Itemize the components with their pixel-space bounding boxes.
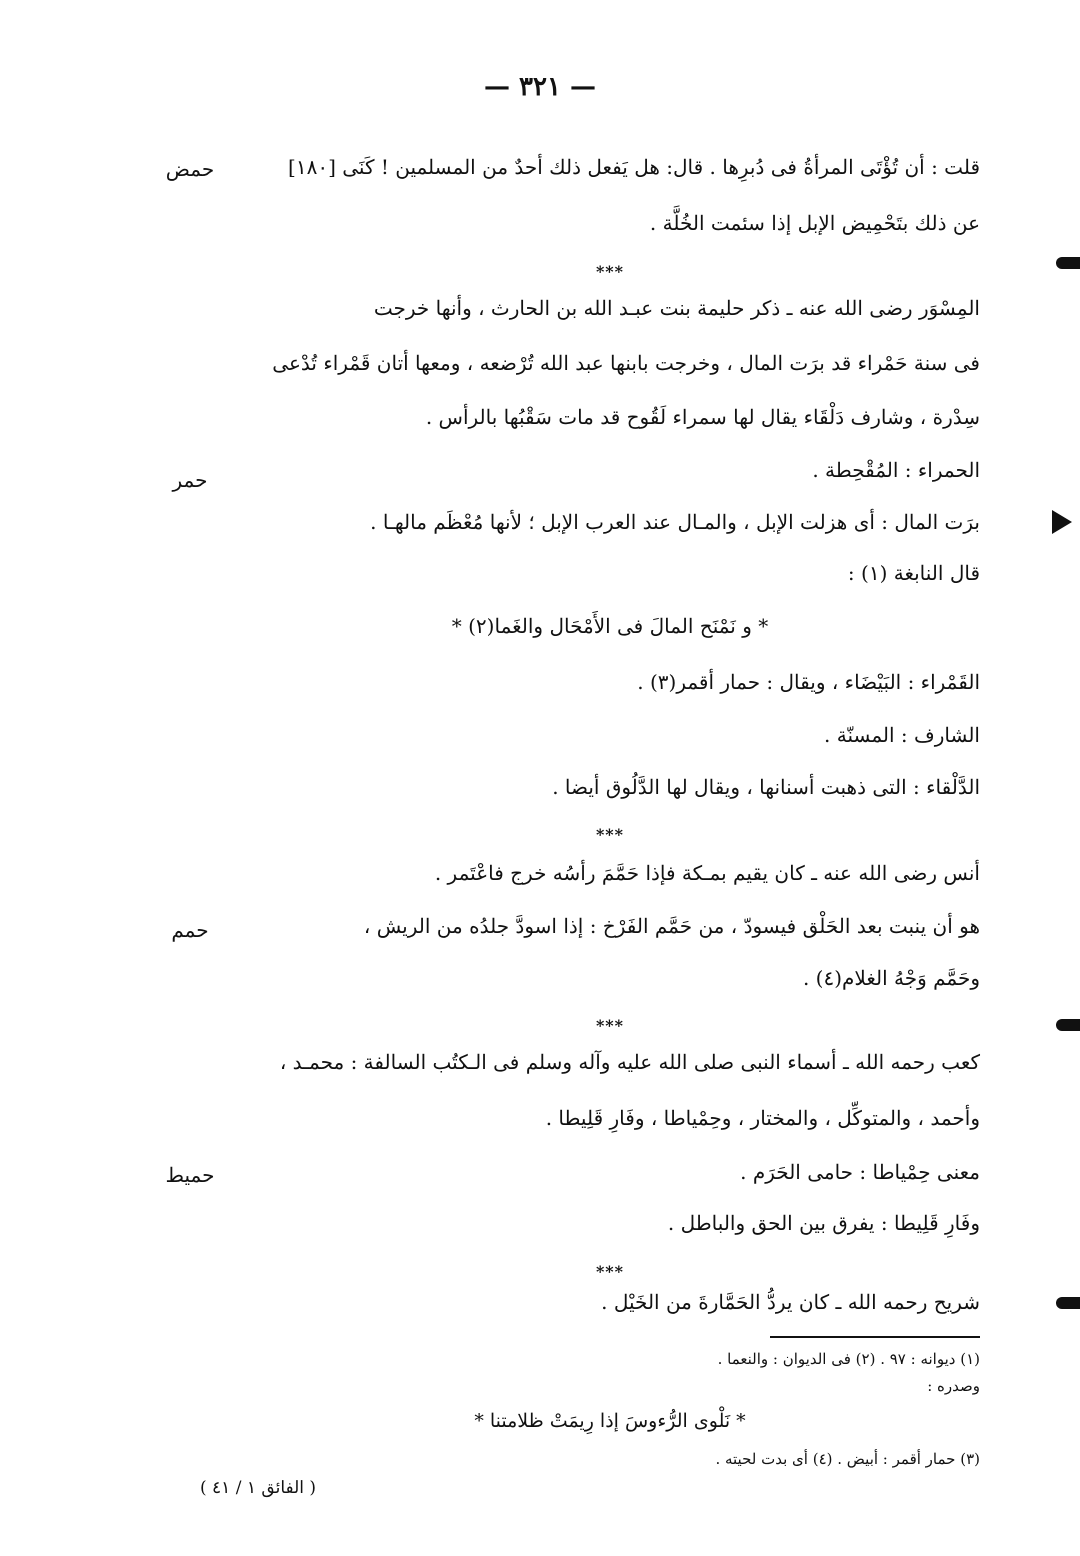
footnote-divider	[770, 1336, 980, 1338]
text-line: الدَّلْقاء : التى ذهبت أسنانها ، ويقال لها الدَّلُوق أيضا .	[552, 775, 980, 799]
text-line: كعب رحمه الله ـ أسماء النبى صلى الله عليه وآله وسلم فى الـكتُب السالفة : محمـد ،	[279, 1050, 980, 1074]
margin-mark	[1052, 510, 1072, 534]
margin-note-hmm: حمم	[171, 918, 209, 942]
volume-signature: ( الفائق ١ / ٤١ )	[200, 1478, 317, 1498]
text-line: فى سنة حَمْراء قد برَت المال ، وخرجت بابنها عبد الله تُرْضعه ، ومعها أتان قَمْراء تُدْعى	[272, 351, 980, 375]
margin-mark	[1056, 1297, 1080, 1309]
text-line: سِدْرة ، وشارف دَلْقَاء يقال لها سمراء لَقُوح قد مات سَقْبُها بالرأس .	[425, 405, 980, 429]
text-line: هو أن ينبت بعد الحَلْق فيسودّ ، من حَمَّم الفَرْخ : إذا اسودَّ جلدُه من الريش ،	[363, 914, 980, 938]
text-line: المِسْوَر رضى الله عنه ـ ذكر حليمة بنت عبـد الله بن الحارث ، وأنها خرجت	[373, 296, 980, 320]
text-line: وحَمَّم وَجْهُ الغلام(٤) .	[802, 966, 980, 990]
text-line: الشارف : المسنّة .	[824, 723, 980, 747]
text-line: شريح رحمه الله ـ كان يردُّ الحَمَّارةَ من الخَيْل .	[601, 1290, 980, 1314]
footnote-verse: * نَلْوى الرُّءوسَ إذا رِيمَتْ ظلامتنا *	[474, 1410, 746, 1432]
section-separator: ***	[595, 1262, 625, 1281]
footnote-line: وصدره :	[927, 1377, 980, 1395]
text-line: قال النابغة (١) :	[847, 561, 980, 585]
text-line: عن ذلك بتَحْمِيض الإبل إذا سئمت الخُلَّة .	[649, 211, 980, 235]
text-line: القَمْراء : البَيْضَاء ، ويقال : حمار أقمر(٣) .	[637, 670, 980, 694]
footnote-line: (١) ديوانه : ٩٧ . (٢) فى الديوان : والنعما .	[717, 1350, 980, 1368]
text-line: الحمراء : المُقْحِطة .	[812, 458, 980, 482]
margin-mark	[1056, 1019, 1080, 1031]
section-separator: ***	[595, 825, 625, 844]
main-text	[240, 0, 980, 1556]
text-line: وأحمد ، والمتوكِّل ، والمختار ، وحِمْياطا ، وفَارِ قَلِيطا .	[545, 1106, 980, 1130]
margin-note-hmyt: حميط	[165, 1163, 215, 1187]
margin-note-hmr: حمر	[172, 468, 208, 492]
section-separator: ***	[595, 1016, 625, 1035]
margin-note-hmd: حمض	[165, 157, 215, 181]
margin-mark	[1056, 257, 1080, 269]
text-line: أنس رضى الله عنه ـ كان يقيم بمـكة فإذا حَمَّمَ رأسُه خرج فاعْتَمر .	[434, 861, 980, 885]
text-line: معنى حِمْياطا : حامى الحَرَم .	[740, 1160, 980, 1184]
page-number: — ٣٢١ —	[483, 72, 597, 102]
section-separator: ***	[595, 262, 625, 281]
text-line: برَت المال : أى هزلت الإبل ، والمـال عند العرب الإبل ؛ لأنها مُعْظَم مالهـا .	[370, 510, 980, 534]
text-line: قلت : أن تُؤْتَى المرأةُ فى دُبرِها . قال: هل يَفعل ذلك أحدٌ من المسلمين ! كَنَى [١٨٠]	[288, 155, 980, 179]
text-line: وفَارِ قَلِيطا : يفرق بين الحق والباطل .	[667, 1211, 980, 1235]
verse-line: * و نَمْنَح المالَ فى الأَمْحَال والغَما(٢) *	[451, 614, 769, 638]
footnote-line: (٣) حمار أقمر : أبيض . (٤) أى بدت لحيته .	[715, 1450, 980, 1468]
